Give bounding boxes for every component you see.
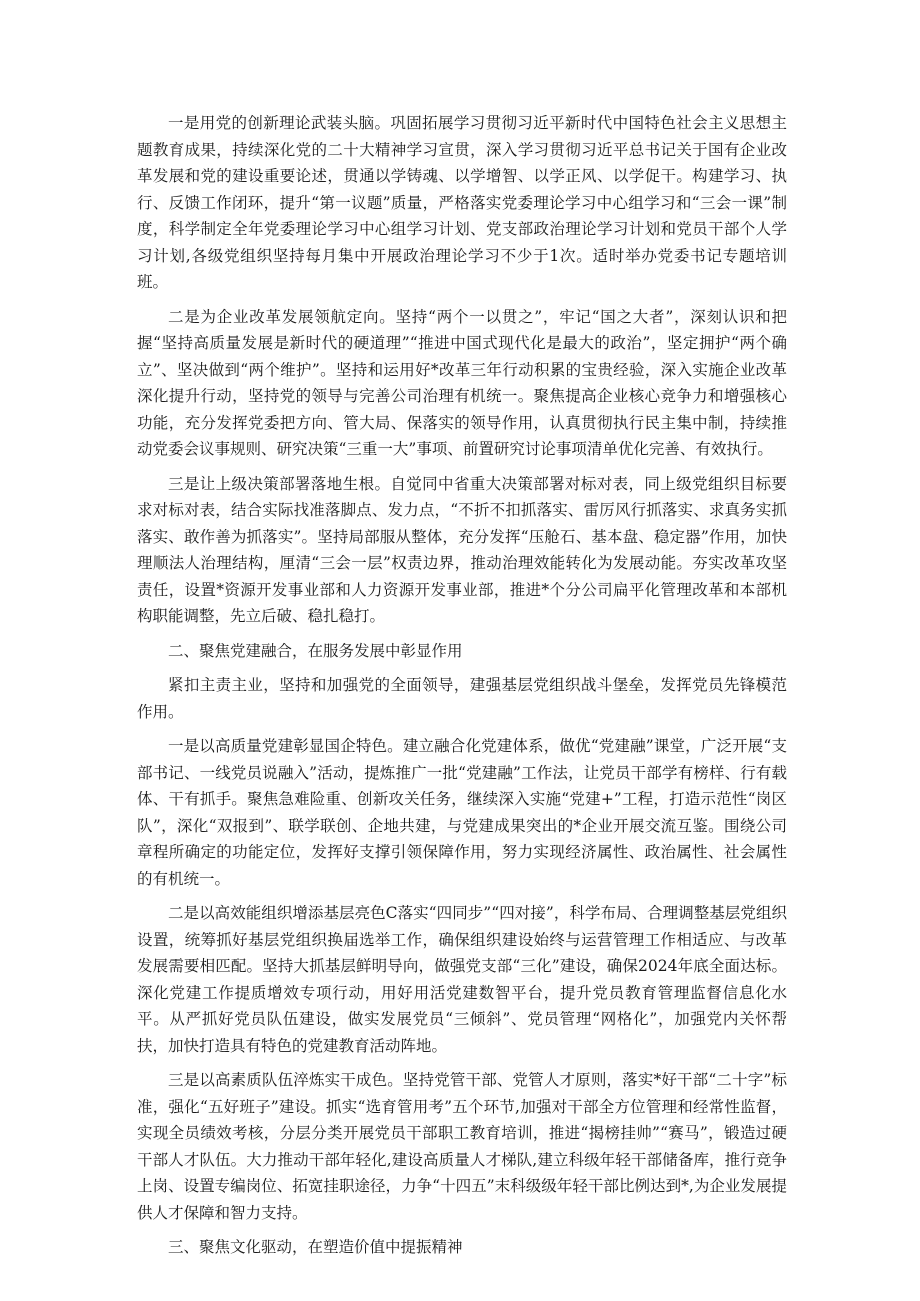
paragraph-reform-direction: 二是为企业改革发展领航定向。坚持“两个一以贯之”，牢记“国之大者”，深刻认识和把握“坚持高质量发展是新时代的硬道理”“推进中国式现代化是最大的政治”，坚定拥护“两个确立”、坚决做到“两个维护”。坚持和运用好*改革三年行动积累的宝贵经验，深入实施企业改革深化提升行动，坚持党的领导与完善公司治理有机统一。聚焦提高企业核心竞争力和增强核心功能，充分发挥党委把方向、管大局、保落实的领导作用，认真贯彻执行民主集中制，持续推动党委会议事规则、研究决策“三重一大”事项、前置研究讨论事项清单优化完善、有效执行。 <box>137 307 787 458</box>
section-heading-culture: 三、聚焦文化驱动，在塑造价值中提振精神 <box>168 1238 463 1256</box>
paragraph-high-quality-party-building: 一是以高质量党建彰显国企特色。建立融合化党建体系，做优“党建融”课堂，广泛开展“支部书记、一线党员说融入”活动，提炼推广一批“党建融”工作法，让党员干部学有榜样、行有载体、干有抓手。聚焦急难险重、创新攻关任务，继续深入实施“党建+”工程，打造示范性“岗区队”，深化“双报到”、联学联创、企地共建，与党建成果突出的*企业开展交流互鉴。围绕公司章程所确定的功能定位，发挥好支撑引领保障作用，努力实现经济属性、政治属性、社会属性的有机统一。 <box>137 737 787 888</box>
paragraph-grassroots-organization: 二是以高效能组织增添基层亮色C落实“四同步”“四对接”，科学布局、合理调整基层党组织设置，统筹抓好基层党组织换届选举工作，确保组织建设始终与运营管理工作相适应、与改革发展需要相匹配。坚持大抓基层鲜明导向，做强党支部“三化”建设，确保2024年底全面达标。深化党建工作提质增效专项行动，用好用活党建数智平台，提升党员教育管理监督信息化水平。从严抓好党员队伍建设，做实发展党员“三倾斜”、党员管理“网格化”，加强党内关怀帮扶，加快打造具有特色的党建教育活动阵地。 <box>137 904 787 1055</box>
section-heading-party-building: 二、聚焦党建融合，在服务发展中彰显作用 <box>168 641 463 660</box>
paragraph-section-intro: 紧扣主责主业，坚持和加强党的全面领导，建强基层党组织战斗堡垒，发挥党员先锋模范作用。 <box>137 676 787 721</box>
document-body <box>137 110 787 1269</box>
paragraph-decision-implementation: 三是让上级决策部署落地生根。自觉同中省重大决策部署对标对表，同上级党组织目标要求对标对表，结合实际找准落脚点、发力点，“不折不扣抓落实、雷厉风行抓落实、求真务实抓落实、敢作善为抓落实”。坚持局部服从整体，充分发挥“压舱石、基本盘、稳定器”作用，加快理顺法人治理结构，厘清“三会一层”权责边界，推动治理效能转化为发展动能。夯实改革攻坚责任，设置*资源开发事业部和人力资源开发事业部，推进*个分公司扁平化管理改革和本部机构职能调整，先立后破、稳扎稳打。 <box>137 474 787 625</box>
paragraph-talent-team: 三是以高素质队伍淬炼实干成色。坚持党管干部、党管人才原则，落实*好干部“二十字”标准，强化“五好班子”建设。抓实“选育管用考”五个环节,加强对干部全方位管理和经常性监督，实现全员绩效考核，分层分类开展党员干部职工教育培训，推进“揭榜挂帅”“赛马”，锻造过硬干部人才队伍。大力推动干部年轻化,建设高质量人才梯队,建立科级年轻干部储备库，推行竞争上岗、设置专编岗位、拓宽挂职途径，力争“十四五”末科级级年轻干部比例达到*,为企业发展提供人才保障和智力支持。 <box>137 1071 787 1222</box>
paragraph-theory-study: 一是用党的创新理论武装头脑。巩固拓展学习贯彻习近平新时代中国特色社会主义思想主题教育成果，持续深化党的二十大精神学习宣贯，深入学习贯彻习近平总书记关于国有企业改革发展和党的建设重要论述，贯通以学铸魂、以学增智、以学正风、以学促干。构建学习、执行、反馈工作闭环，提升“第一议题”质量，严格落实党委理论学习中心组学习和“三会一课”制度，科学制定全年党委理论学习中心组学习计划、党支部政治理论学习计划和党员干部个人学习计划,各级党组织坚持每月集中开展政治理论学习不少于1次。适时举办党委书记专题培训班。 <box>137 114 787 291</box>
